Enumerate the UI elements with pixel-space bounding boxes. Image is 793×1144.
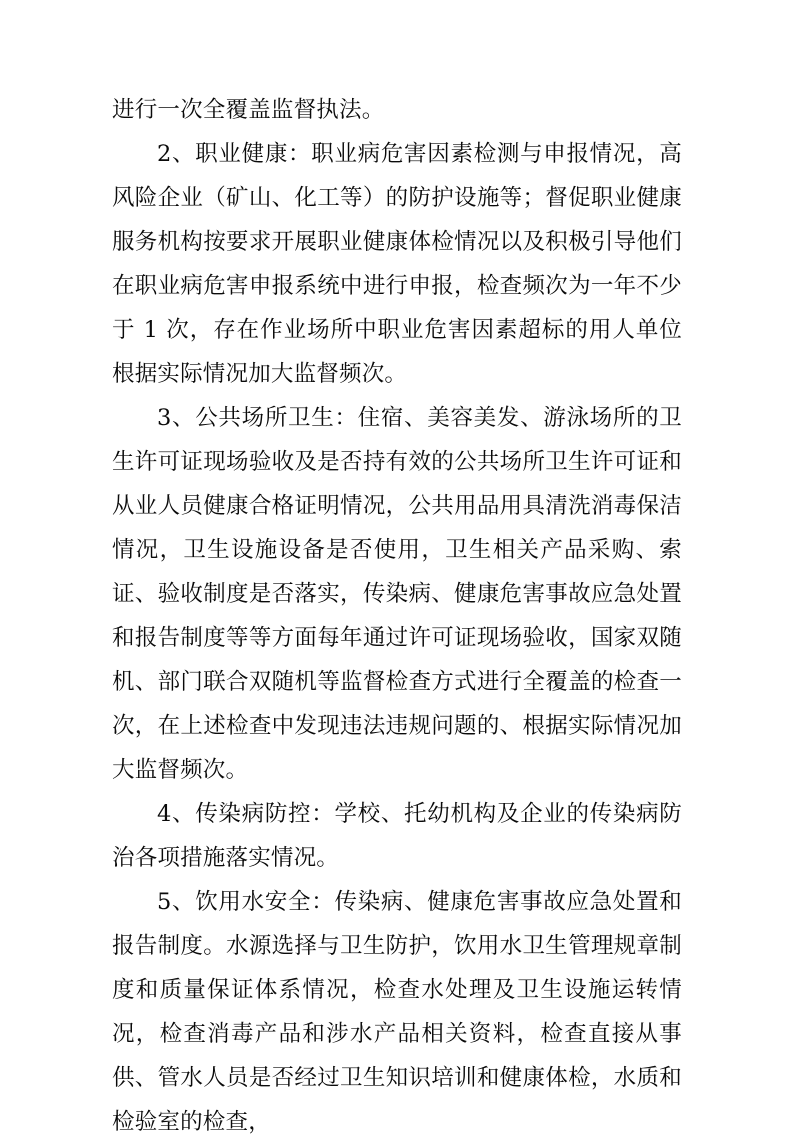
paragraph-item-2: 2、职业健康：职业病危害因素检测与申报情况，高风险企业（矿山、化工等）的防护设施等；督促职业健康服务机构按要求开展职业健康体检情况以及积极引导他们在职业病危害申报系统中进行申报，检查频次为一年不少于 1 次，存在作业场所中职业危害因素超标的用人单位根据实际情况加大监督频次。 xyxy=(112,141,682,387)
paragraph-item-3: 3、公共场所卫生：住宿、美容美发、游泳场所的卫生许可证现场验收及是否持有效的公共场所卫生许可证和从业人员健康合格证明情况，公共用品用具清洗消毒保洁情况，卫生设施设备是否使用，卫生相关产品采购、索证、验收制度是否落实，传染病、健康危害事故应急处置和报告制度等等方面每年通过许可证现场验收，国家双随机、部门联合双随机等监督检查方式进行全覆盖的检查一次，在上述检查中发现违法违规问题的、根据实际情况加大监督频次。 xyxy=(112,405,682,783)
document-text-body xyxy=(112,88,682,1144)
paragraph-continuation: 进行一次全覆盖监督执法。 xyxy=(112,97,385,123)
paragraph-item-4: 4、传染病防控：学校、托幼机构及企业的传染病防治各项措施落实情况。 xyxy=(112,801,682,871)
paragraph-item-5: 5、饮用水安全：传染病、健康危害事故应急处置和报告制度。水源选择与卫生防护，饮用水卫生管理规章制度和质量保证体系情况，检查水处理及卫生设施运转情况，检查消毒产品和涉水产品相关资料，检查直接从事供、管水人员是否经过卫生知识培训和健康体检，水质和检验室的检查， xyxy=(112,889,682,1135)
